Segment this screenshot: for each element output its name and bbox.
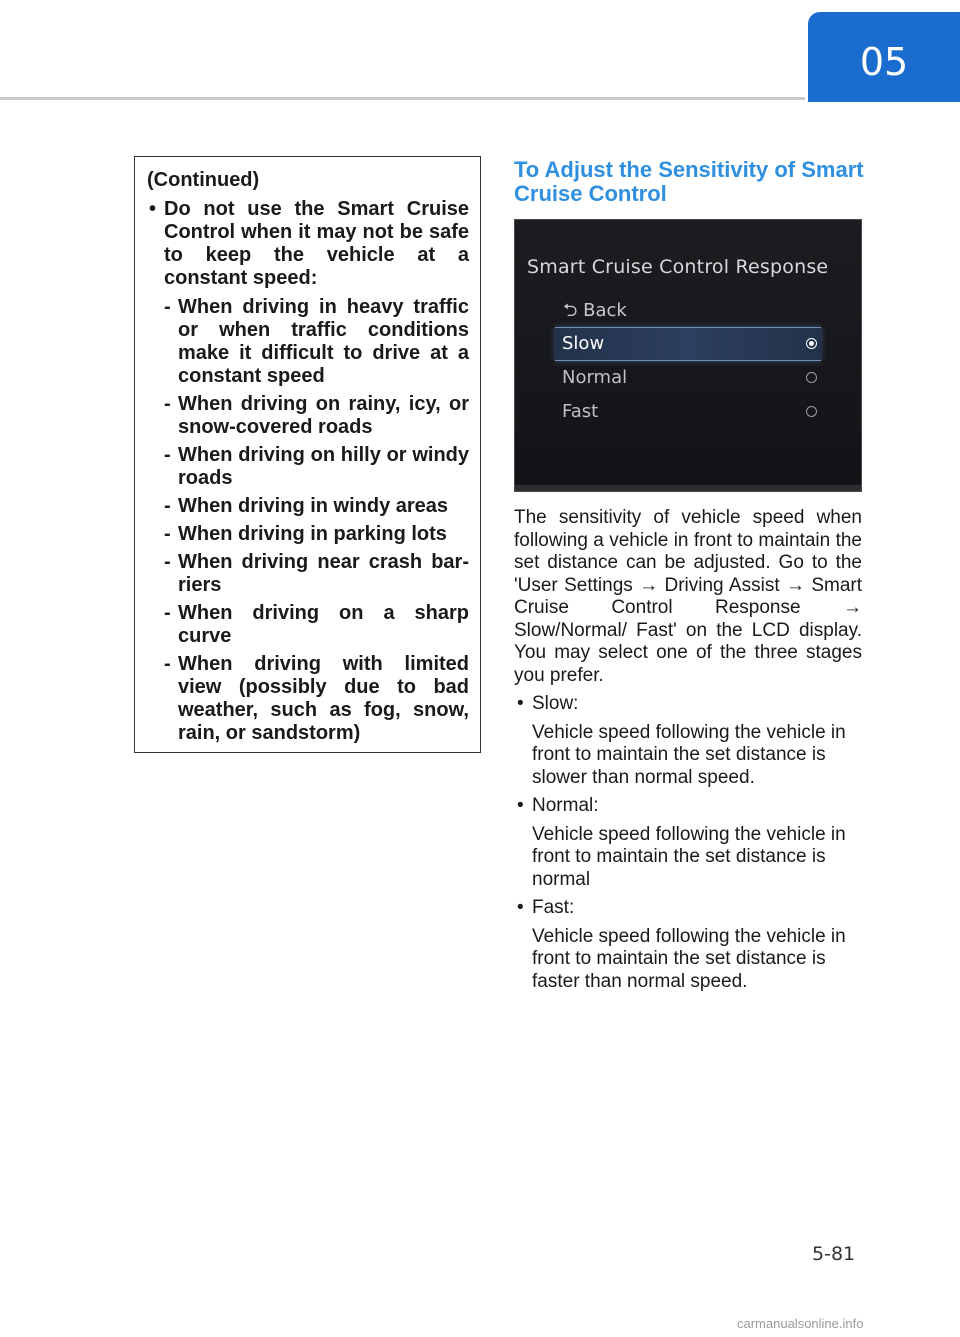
- warning-item: - When driving in windy areas: [164, 495, 469, 518]
- screen-title: Smart Cruise Control Response: [527, 256, 829, 278]
- warning-item: - When driving on hilly or windy roads: [164, 444, 469, 490]
- stage-label: • Slow:: [514, 693, 862, 716]
- stage-description: Vehicle speed following the vehicle in front to maintain the set distance is normal: [532, 823, 846, 890]
- watermark-link[interactable]: carmanualsonline.info: [737, 1316, 864, 1331]
- page-number: 5-81: [812, 1243, 856, 1265]
- body-text: [514, 507, 862, 993]
- screen-back-label: Back: [583, 300, 627, 321]
- stage-description: Vehicle speed following the vehicle in front to maintain the set distance is slower than normal speed.: [532, 721, 846, 788]
- screen-footer-bar: [515, 485, 861, 491]
- stage-slow: [514, 693, 862, 789]
- warning-item: - When driving in heavy traffic or when traffic conditions make it difficult to drive at a constant speed: [164, 296, 469, 388]
- screen-back-item: [563, 298, 627, 328]
- screen-option-label: Slow: [562, 333, 605, 354]
- back-arrow-icon: ⮌: [563, 300, 578, 321]
- warning-item: - When driving with limited view (possibly due to bad weather, such as fog, snow, rain, or sandstorm): [164, 653, 469, 745]
- warning-item: - When driving on rainy, icy, or snow-covered roads: [164, 393, 469, 439]
- intro-paragraph: The sensitivity of vehicle speed when following a vehicle in front to maintain the set distance can be adjusted. Go to the 'User Settings → Driving Assist → Smart Cruise Control Response → Slow/Normal/ Fast' on the LCD display. You may select one of the three stages you prefer.: [514, 507, 862, 686]
- stage-label: • Fast:: [514, 897, 862, 920]
- stage-fast: [514, 897, 862, 993]
- screen-option-label: Normal: [562, 367, 628, 388]
- section-title: To Adjust the Sensitivity of Smart Cruise Control: [514, 157, 864, 206]
- warning-item: - When driving in parking lots: [164, 523, 469, 546]
- radio-empty-icon: [806, 372, 817, 383]
- screen-option-slow: [555, 327, 821, 361]
- stage-label: • Normal:: [514, 795, 862, 818]
- warning-bullet: • Do not use the Smart Cruise Control when it may not be safe to keep the vehicle at a constant speed:: [147, 198, 469, 290]
- warning-item: - When driving on a sharp curve: [164, 602, 469, 648]
- warning-continued: (Continued): [147, 169, 260, 191]
- lcd-screen-illustration: [514, 219, 862, 492]
- warning-conditions-list: [164, 296, 469, 745]
- header-rule: [0, 97, 805, 100]
- screen-option-label: Fast: [562, 401, 599, 422]
- chapter-number: 05: [859, 40, 909, 84]
- radio-selected-icon: [806, 338, 817, 349]
- screen-option-fast: [555, 396, 821, 428]
- warning-item: - When driving near crash bar-riers: [164, 551, 469, 597]
- stage-normal: [514, 795, 862, 891]
- warning-box: [134, 156, 481, 753]
- radio-empty-icon: [806, 406, 817, 417]
- chapter-tab: [808, 12, 960, 102]
- screen-option-normal: [555, 362, 821, 394]
- stage-description: Vehicle speed following the vehicle in front to maintain the set distance is faster than normal speed.: [532, 925, 846, 992]
